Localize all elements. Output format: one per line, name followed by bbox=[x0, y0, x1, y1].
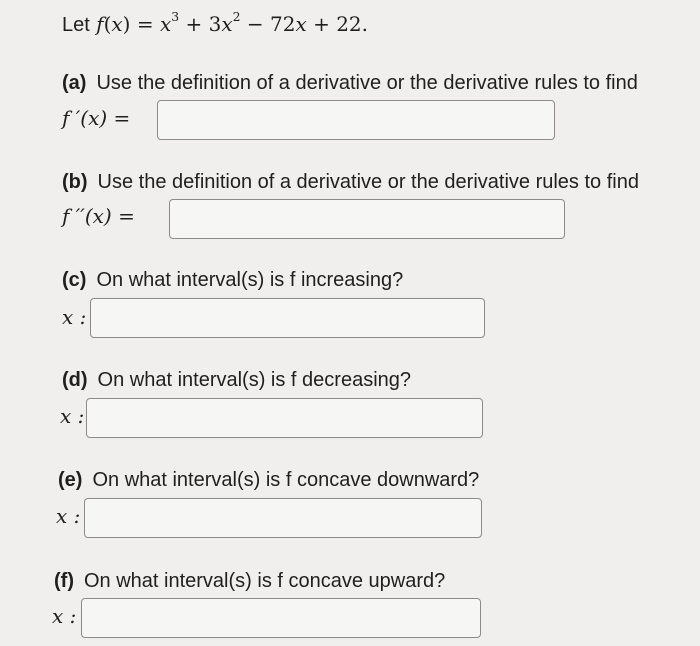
part-c-prompt: (c) On what interval(s) is f increasing? bbox=[62, 269, 404, 291]
part-e-lhs: x : bbox=[56, 504, 81, 528]
part-f-lhs: x : bbox=[52, 604, 77, 628]
part-b-lhs: f ′′(x) = bbox=[62, 204, 135, 228]
part-d-answer-input[interactable] bbox=[86, 398, 483, 438]
part-a-prompt: (a) Use the definition of a derivative or the derivative rules to find bbox=[62, 72, 638, 94]
part-d-lhs: x : bbox=[60, 404, 85, 428]
part-d-prompt: (d) On what interval(s) is f decreasing? bbox=[62, 369, 412, 391]
let-label: Let bbox=[62, 14, 90, 36]
part-f-answer-input[interactable] bbox=[81, 598, 481, 638]
problem-statement bbox=[62, 9, 369, 37]
part-f-prompt: (f) On what interval(s) is f concave upward? bbox=[54, 570, 446, 592]
part-e-prompt: (e) On what interval(s) is f concave downward? bbox=[58, 469, 480, 491]
part-a-lhs: f ′(x) = bbox=[62, 106, 131, 130]
function-expression: $f(x) = x^3 + 3x^2 - 72x + 22$. bbox=[96, 9, 369, 36]
part-b-answer-input[interactable] bbox=[169, 199, 565, 239]
part-b-prompt: (b) Use the definition of a derivative or the derivative rules to find bbox=[62, 171, 639, 193]
part-e-answer-input[interactable] bbox=[84, 498, 482, 538]
part-a-answer-input[interactable] bbox=[157, 100, 555, 140]
part-c-answer-input[interactable] bbox=[90, 298, 485, 338]
part-c-lhs: x : bbox=[62, 305, 87, 329]
